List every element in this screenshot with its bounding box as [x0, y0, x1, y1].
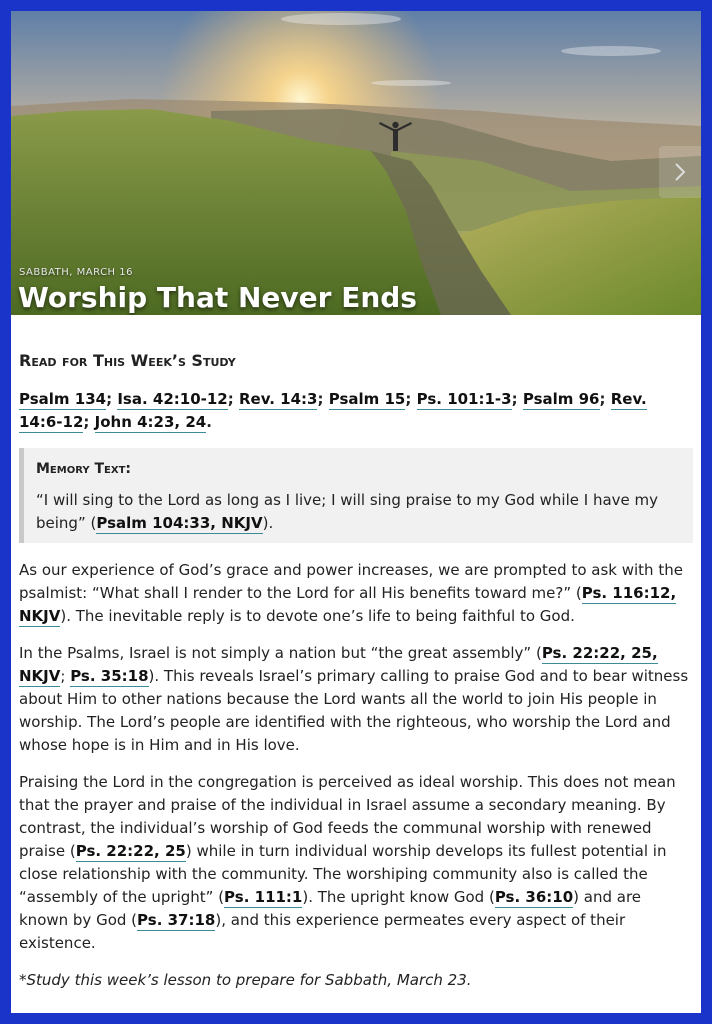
scripture-link[interactable]: Ps. 35:18 — [70, 667, 149, 685]
lesson-page — [11, 11, 701, 1013]
paragraph-2: In the Psalms, Israel is not simply a nation but “the great assembly” (Ps. 22:22, 25, NKJV; Ps. 35:18). This reveals Israel’s primary calling to praise God and to bear witness about Him to other nations because the Lord wants all the world to join His people in worship. The Lord’s people are identified with the righteous, who worship the Lord and whose hope is in Him and in His love. — [19, 644, 689, 754]
scripture-link[interactable]: Ps. 116:12, NKJV — [19, 584, 677, 625]
scripture-link[interactable]: Ps. 101:1-3 — [416, 390, 512, 408]
scripture-link[interactable]: Rev. 14:6-12 — [19, 390, 647, 431]
reading-heading: Read for This Week’s Study — [19, 351, 236, 370]
scripture-link[interactable]: Ps. 111:1 — [224, 888, 303, 906]
memory-quote: “I will sing to the Lord as long as I live; I will sing praise to my God while I have my being” (Psalm 104:33, NKJV). — [36, 491, 659, 532]
scripture-link[interactable]: Psalm 104:33, NKJV — [96, 514, 263, 532]
scripture-link[interactable]: Psalm 15 — [328, 390, 406, 408]
scripture-link[interactable]: John 4:23, 24 — [94, 413, 207, 431]
chevron-right-icon — [673, 161, 687, 183]
memory-text-box — [19, 448, 693, 543]
lesson-date: SABBATH, MARCH 16 — [19, 267, 133, 278]
paragraph-3: Praising the Lord in the congregation is perceived as ideal worship. This does not mean that the prayer and praise of the individual in Israel assume a secondary meaning. By contrast, the individual’s worship of God feeds the communal worship with renewed praise (Ps. 22:22, 25) while in turn individual worship develops its fullest potential in close relationship with the community. The worshiping community also is called the “assembly of the upright” (Ps. 111:1). The upright know God (Ps. 36:10) and are known by God (Ps. 37:18), and this experience permeates every aspect of their existence. — [19, 773, 676, 952]
next-slide-button[interactable] — [659, 146, 701, 198]
reading-refs: Psalm 134; Isa. 42:10-12; Rev. 14:3; Psalm 15; Ps. 101:1-3; Psalm 96; Rev. 14:6-12; John 4:23, 24. — [19, 390, 647, 431]
scripture-link[interactable]: Ps. 22:22, 25 — [75, 842, 186, 860]
scripture-link[interactable]: Psalm 96 — [522, 390, 600, 408]
scripture-link[interactable]: Ps. 22:22, 25, NKJV — [19, 644, 658, 685]
paragraph-1: As our experience of God’s grace and power increases, we are prompted to ask with the psalmist: “What shall I render to the Lord for all His benefits toward me?” (Ps. 116:12, NKJV). The inevitable reply is to devote one’s life to being faithful to God. — [19, 561, 683, 625]
scripture-link[interactable]: Ps. 37:18 — [137, 911, 216, 929]
scripture-link[interactable]: Isa. 42:10-12 — [117, 390, 228, 408]
scripture-link[interactable]: Rev. 14:3 — [238, 390, 318, 408]
lesson-content — [11, 315, 701, 992]
scripture-link[interactable]: Ps. 36:10 — [494, 888, 574, 906]
hero-banner — [11, 11, 701, 315]
lesson-title: Worship That Never Ends — [18, 281, 417, 314]
memory-heading: Memory Text: — [36, 461, 131, 477]
footnote: *Study this week’s lesson to prepare for Sabbath, March 23. — [19, 971, 472, 989]
scripture-link[interactable]: Psalm 134 — [19, 390, 107, 408]
